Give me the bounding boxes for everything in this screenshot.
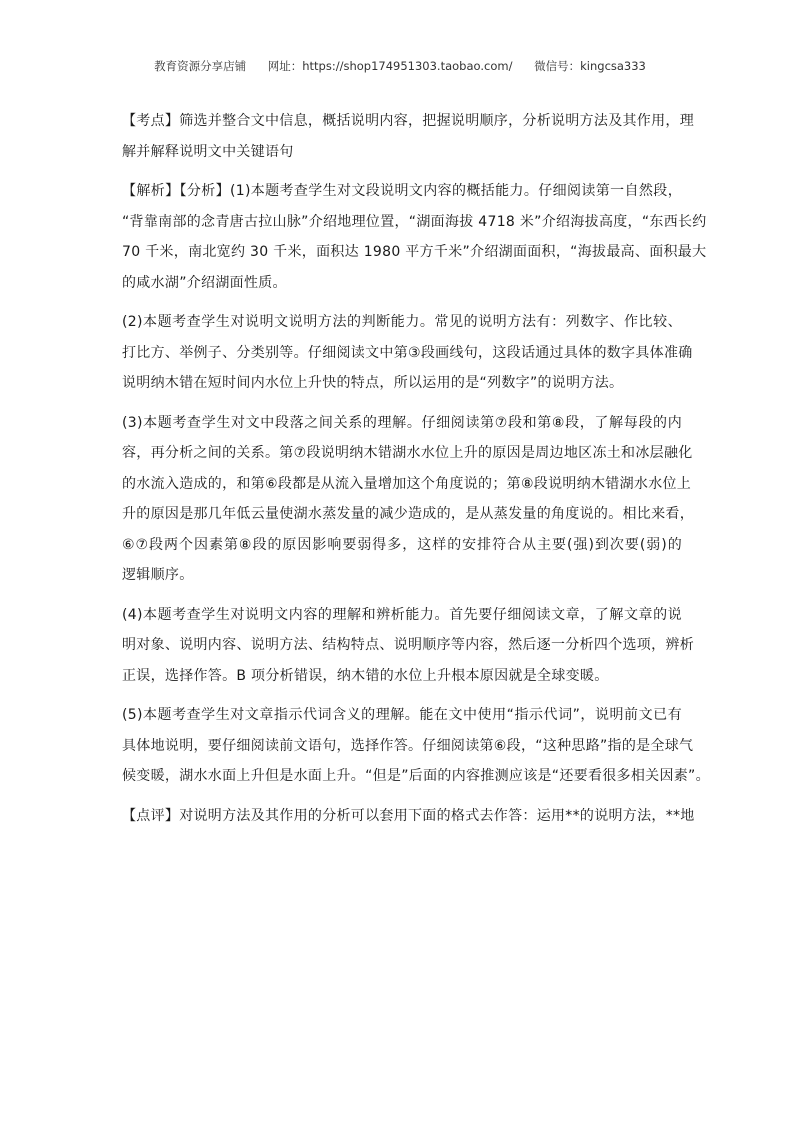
text-line: 70 千米，南北宽约 30 千米，面积达 1980 平方千米”介绍湖面面积，“海拔最高、面积最大	[122, 244, 707, 260]
paragraph-q2	[122, 307, 693, 399]
text-line: ⑥⑦段两个因素第⑧段的原因影响要弱得多，这样的安排符合从主要(强)到次要(弱)的	[122, 536, 682, 553]
document-body	[122, 106, 710, 840]
text-line: 候变暖，湖水水面上升但是水面上升。“但是”后面的内容推测应该是“还要看很多相关因素”。	[122, 768, 710, 784]
text-line: 说明纳木错在短时间内水位上升快的特点，所以运用的是“列数字”的说明方法。	[122, 375, 624, 391]
text-line: 正误，选择作答。B 项分析错误，纳木错的水位上升根本原因就是全球变暖。	[122, 667, 609, 684]
text-line: 打比方、举例子、分类别等。仔细阅读文中第③段画线句，这段话通过具体的数字具体准确	[122, 344, 693, 361]
text-line: 逻辑顺序。	[122, 567, 194, 583]
page-header	[0, 58, 800, 74]
text-line: 解并解释说明文中关键语句	[122, 143, 294, 160]
paragraph-q4	[122, 600, 694, 692]
text-line: “背靠南部的念青唐古拉山脉”介绍地理位置，“湖面海拔 4718 米”介绍海拔高度，“东西长约	[122, 213, 707, 230]
paragraph-dianping	[122, 801, 695, 832]
paragraph-kaodian	[122, 106, 694, 167]
text-line: (5)本题考查学生对文章指示代词含义的理解。能在文中使用“指示代词”，说明前文已有	[122, 707, 682, 723]
paragraph-q3	[122, 408, 694, 591]
shop-name: 教育资源分享店铺	[154, 59, 247, 73]
text-line: 明对象、说明内容、说明方法、结构特点、说明顺序等内容，然后逐一分析四个选项，辨析	[122, 637, 694, 653]
text-line: 【点评】对说明方法及其作用的分析可以套用下面的格式去作答：运用**的说明方法，**地	[122, 807, 695, 824]
text-line: 升的原因是那几年低云量使湖水蒸发量的减少造成的，是从蒸发量的角度说的。相比来看，	[122, 506, 694, 522]
wechat-id: 微信号：kingcsa333	[534, 59, 646, 73]
text-line: 容，再分析之间的关系。第⑦段说明纳木错湖水水位上升的原因是周边地区冻土和冰层融化	[122, 445, 693, 461]
text-line: 的咸水湖”介绍湖面性质。	[122, 274, 287, 291]
text-line: 具体地说明，要仔细阅读前文语句，选择作答。仔细阅读第⑥段，“这种思路”指的是全球气	[122, 737, 694, 754]
paragraph-jiexi	[122, 176, 707, 298]
paragraph-q5	[122, 700, 710, 792]
text-line: 【解析】【分析】(1)本题考查学生对文段说明文内容的概括能力。仔细阅读第一自然段，	[122, 183, 682, 199]
text-line: (2)本题考查学生对说明文说明方法的判断能力。常见的说明方法有：列数字、作比较、	[122, 314, 682, 330]
text-line: (4)本题考查学生对说明文内容的理解和辨析能力。首先要仔细阅读文章，了解文章的说	[122, 606, 682, 623]
text-line: (3)本题考查学生对文中段落之间关系的理解。仔细阅读第⑦段和第⑧段，了解每段的内	[122, 414, 682, 431]
text-line: 的水流入造成的，和第⑥段都是从流入量增加这个角度说的；第⑧段说明纳木错湖水水位上	[122, 475, 692, 492]
shop-url: 网址：https://shop174951303.taobao.com/	[267, 59, 513, 73]
text-line: 【考点】筛选并整合文中信息，概括说明内容，把握说明顺序，分析说明方法及其作用，理	[122, 113, 694, 129]
